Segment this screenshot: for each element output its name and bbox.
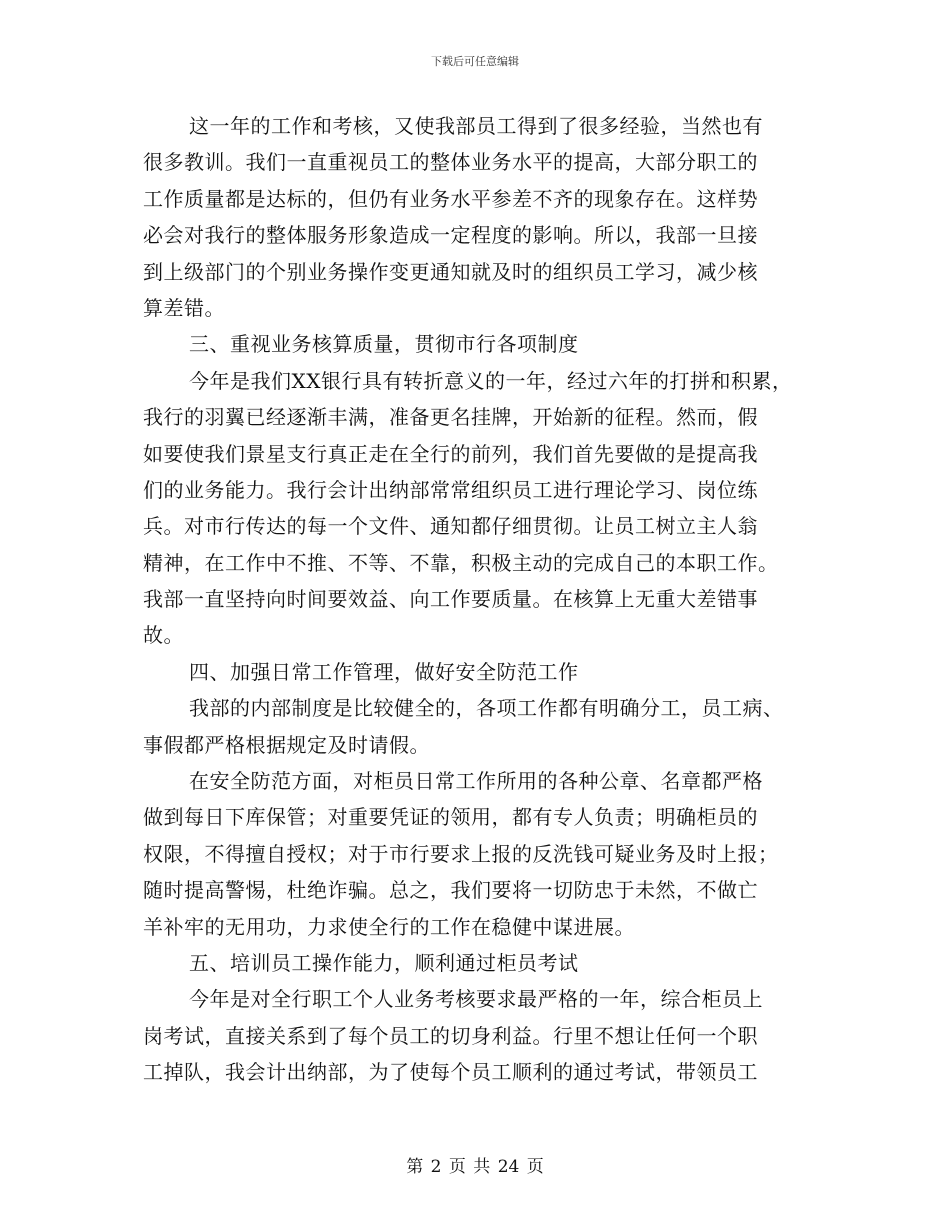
page-header: 下载后可任意编辑: [431, 55, 519, 68]
paragraph-line: 故。: [143, 623, 184, 648]
paragraph-line: 权限，不得擅自授权；对于市行要求上报的反洗钱可疑业务及时上报；: [143, 841, 779, 866]
paragraph-line: 工掉队，我会计出纳部，为了使每个员工顺利的通过考试，带领员工: [143, 1060, 758, 1085]
page-footer: 第 2 页 共 24 页: [406, 1157, 544, 1177]
paragraph-line: 我行的羽翼已经逐渐丰满，准备更名挂牌，开始新的征程。然而，假: [143, 405, 758, 430]
paragraph-line: 做到每日下库保管；对重要凭证的领用，都有专人负责；明确柜员的: [143, 805, 758, 830]
section-heading: 三、重视业务核算质量，贯彻市行各项制度: [189, 332, 579, 357]
paragraph-line: 我部的内部制度是比较健全的，各项工作都有明确分工，员工病、: [189, 696, 784, 721]
paragraph-line: 岗考试，直接关系到了每个员工的切身利益。行里不想让任何一个职: [143, 1023, 758, 1048]
paragraph-line: 羊补牢的无用功，力求使全行的工作在稳健中谋进展。: [143, 914, 635, 939]
paragraph-line: 兵。对市行传达的每一个文件、通知都仔细贯彻。让员工树立主人翁: [143, 514, 758, 539]
paragraph-line: 如要使我们景星支行真正走在全行的前列，我们首先要做的是提高我: [143, 441, 758, 466]
section-heading: 五、培训员工操作能力，顺利通过柜员考试: [189, 950, 579, 975]
paragraph-line: 必会对我行的整体服务形象造成一定程度的影响。所以，我部一旦接: [143, 223, 758, 248]
paragraph-line: 事假都严格根据规定及时请假。: [143, 732, 430, 757]
paragraph-line: 今年是对全行职工个人业务考核要求最严格的一年，综合柜员上: [189, 987, 763, 1012]
paragraph-line: 工作质量都是达标的，但仍有业务水平参差不齐的现象存在。这样势: [143, 186, 758, 211]
paragraph-line: 精神，在工作中不推、不等、不靠，积极主动的完成自己的本职工作。: [143, 550, 779, 575]
paragraph-line: 们的业务能力。我行会计出纳部常常组织员工进行理论学习、岗位练: [143, 477, 758, 502]
section-heading: 四、加强日常工作管理，做好安全防范工作: [189, 659, 579, 684]
paragraph-line: 这一年的工作和考核，又使我部员工得到了很多经验，当然也有: [189, 114, 763, 138]
paragraph-line: 我部一直坚持向时间要效益、向工作要质量。在核算上无重大差错事: [143, 587, 758, 612]
paragraph-line: 在安全防范方面，对柜员日常工作所用的各种公章、名章都严格: [189, 769, 763, 794]
paragraph-line: 今年是我们XX银行具有转折意义的一年，经过六年的打拼和积累，: [189, 368, 793, 393]
document-body: [143, 108, 815, 1091]
paragraph-line: 算差错。: [143, 295, 225, 320]
paragraph-line: 到上级部门的个别业务操作变更通知就及时的组织员工学习，减少核: [143, 259, 758, 284]
paragraph-line: 随时提高警惕，杜绝诈骗。总之，我们要将一切防忠于未然，不做亡: [143, 878, 758, 903]
paragraph-line: 很多教训。我们一直重视员工的整体业务水平的提高，大部分职工的: [143, 150, 758, 175]
